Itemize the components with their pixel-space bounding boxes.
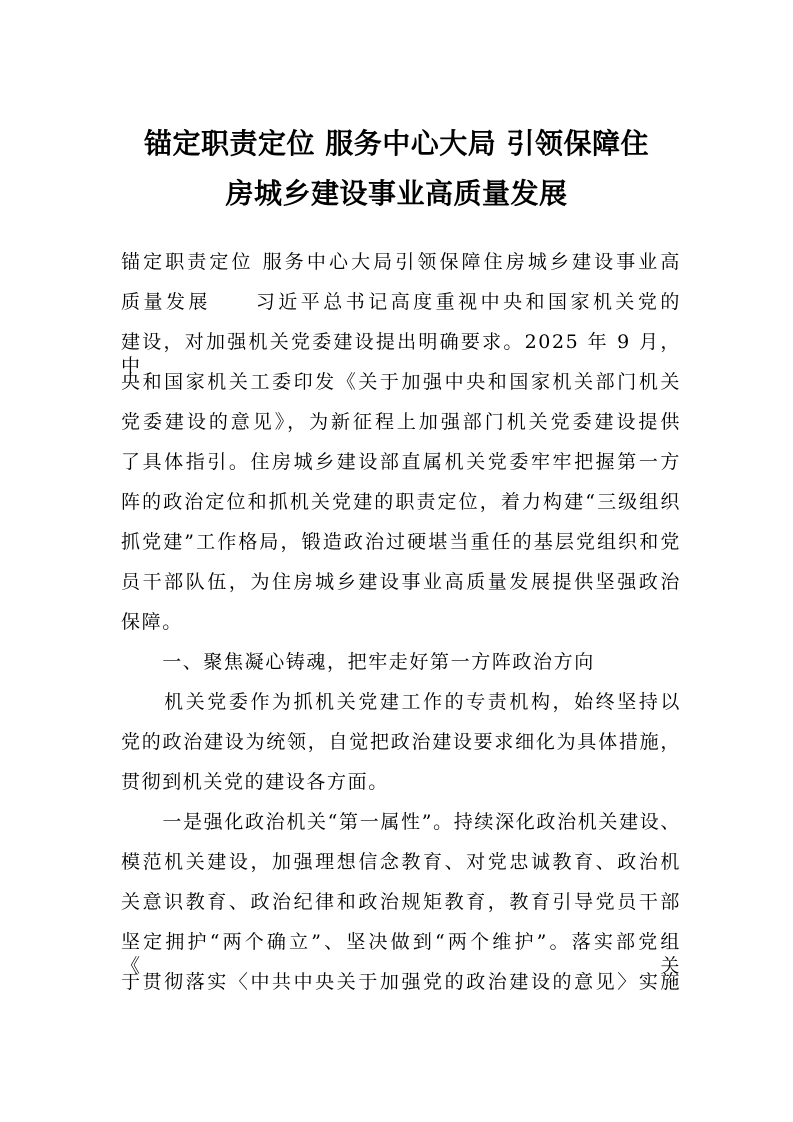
body-line: 锚定职责定位 服务中心大局引领保障住房城乡建设事业高 xyxy=(121,251,681,273)
body-line: 一是强化政治机关“第一属性”。持续深化政治机关建设、 xyxy=(121,811,681,833)
body-line: 坚定拥护“两个确立”、坚决做到“两个维护”。落实部党组《关 xyxy=(121,931,681,977)
document-title-line-1: 锚定职责定位 服务中心大局 引领保障住 xyxy=(144,127,649,160)
body-line: 抓党建”工作格局，锻造政治过硬堪当重任的基层党组织和党 xyxy=(121,531,681,553)
body-line: 建设，对加强机关党委建设提出明确要求。2025 年 9 月，中 xyxy=(121,331,681,377)
body-line: 机关党委作为抓机关党建工作的专责机构，始终坚持以 xyxy=(121,691,681,713)
body-line: 央和国家机关工委印发《关于加强中央和国家机关部门机关 xyxy=(121,371,681,393)
document-title-line-2: 房城乡建设事业高质量发展 xyxy=(225,177,568,210)
body-line: 贯彻到机关党的建设各方面。 xyxy=(121,771,389,793)
body-line: 保障。 xyxy=(121,611,183,633)
body-line: 员干部队伍，为住房城乡建设事业高质量发展提供坚强政治 xyxy=(121,571,681,593)
body-line: 质量发展 习近平总书记高度重视中央和国家机关党的 xyxy=(121,291,681,313)
section-heading: 一、聚焦凝心铸魂，把牢走好第一方阵政治方向 xyxy=(121,651,595,673)
body-line: 党委建设的意见》，为新征程上加强部门机关党委建设提供 xyxy=(121,411,681,433)
body-line: 党的政治建设为统领，自觉把政治建设要求细化为具体措施， xyxy=(121,731,681,753)
body-line: 模范机关建设，加强理想信念教育、对党忠诚教育、政治机 xyxy=(121,851,681,873)
body-line: 于贯彻落实〈中共中央关于加强党的政治建设的意见〉实施 xyxy=(121,971,681,993)
body-line: 了具体指引。住房城乡建设部直属机关党委牢牢把握第一方 xyxy=(121,451,681,473)
body-line: 阵的政治定位和抓机关党建的职责定位，着力构建“三级组织 xyxy=(121,491,681,513)
body-line: 关意识教育、政治纪律和政治规矩教育，教育引导党员干部 xyxy=(121,891,681,913)
